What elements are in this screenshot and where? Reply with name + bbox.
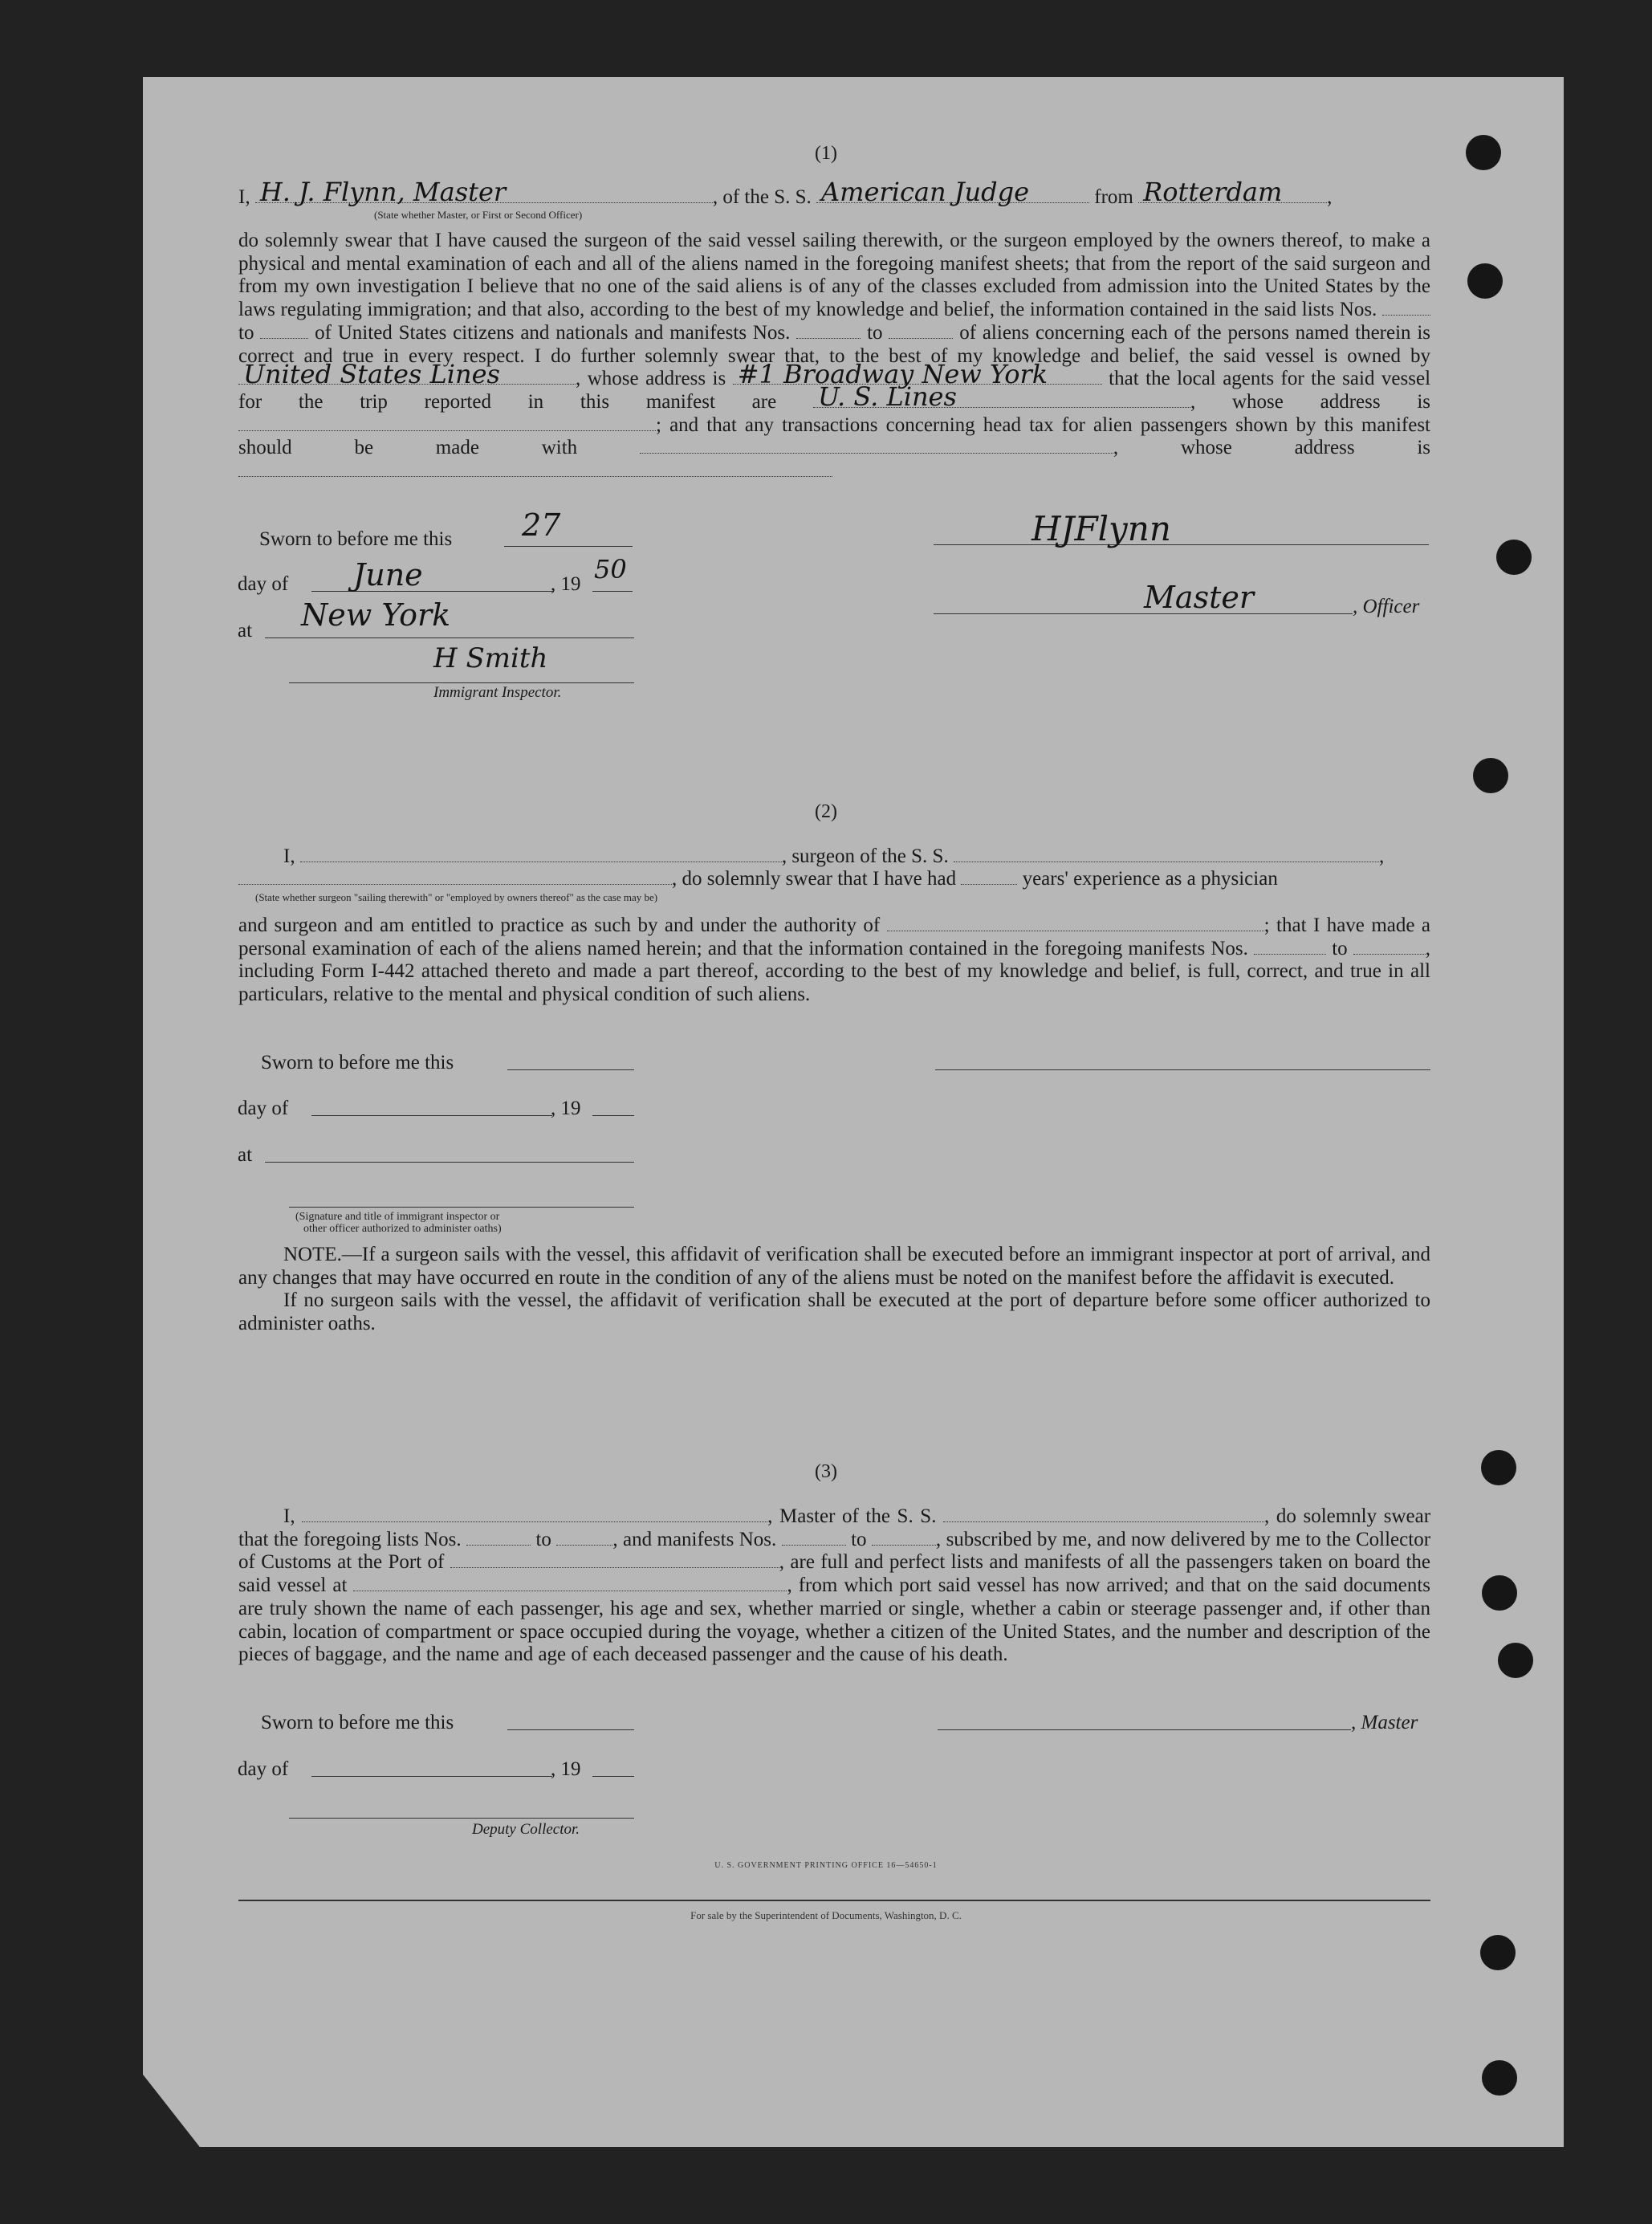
from-label: from — [1094, 186, 1133, 208]
owner-field — [238, 358, 576, 389]
section-2-number: (2) — [815, 801, 837, 822]
section-2-line-2 — [238, 868, 1430, 891]
collector-caption: Deputy Collector. — [472, 1821, 580, 1838]
surgeon-ship-field — [954, 847, 1379, 862]
boarding-port-field — [353, 1576, 787, 1591]
year-prefix-3: , 19 — [551, 1758, 581, 1780]
year-line-2 — [592, 1115, 634, 1116]
ship-field — [816, 177, 1089, 208]
head-tax-field — [640, 438, 1113, 454]
sworn-day-line-2 — [507, 1069, 634, 1070]
master-title-handwritten: Master — [1144, 580, 1254, 615]
section-1-oath: do solemnly swear that I have caused the surgeon of the said vessel sailing therewith, or the surgeon employed by the owners thereof, to make a physical and mental examination of each and all of the aliens named in the foregoing manifest sheets; that from the report of the said surgeon and from my own investigation I believe that no one of the said aliens is of any of the classes excluded from admission into the United States by the laws regulating immigration; and that also, according to the best of my knowledge and belief, the information contained in the said lists Nos. to of United States citizens and nationals and manifests Nos. to of aliens concerning each of the persons named therein is correct and true in every respect. I do further solemnly swear that, to the best of my knowledge and belief, the said vessel is owned by United States Lines , whose address is #1 Broadway New York that the local agents for the said vessel for the trip reported in this manifest are U. S. Lines , whose address is ; and that any transactions concerning head tax for alien passengers shown by this manifest should be made with , whose address is — [238, 230, 1430, 483]
to-label: to — [851, 1528, 867, 1550]
i-label: I, — [283, 1505, 295, 1527]
master-of-ss-label: , Master of the S. S. — [767, 1505, 937, 1527]
section-3-body — [238, 1505, 1430, 1667]
at-label-2: at — [238, 1144, 253, 1166]
to-label: to — [1332, 937, 1348, 959]
surgeon-of-ss-label: , surgeon of the S. S. — [781, 845, 949, 867]
owner-address-handwritten: #1 Broadway New York — [737, 358, 1048, 389]
lists-text: , do solemnly swear that the foregoing lists Nos. — [238, 1505, 1431, 1550]
head-tax-address-field — [238, 462, 832, 477]
manifest-to-field — [889, 324, 953, 339]
month-line-2 — [311, 1115, 552, 1116]
surgeon-signature-line — [935, 1069, 1430, 1070]
officer-label: , Officer — [1353, 596, 1420, 617]
sworn-label-2: Sworn to before me this — [261, 1052, 454, 1073]
month-line — [311, 591, 554, 592]
officer-handwritten: H. J. Flynn, Master — [259, 177, 507, 208]
sworn-day-line — [504, 546, 633, 547]
port-handwritten: Rotterdam — [1143, 177, 1283, 208]
lists-from-field — [1382, 300, 1430, 316]
note-label: NOTE. — [283, 1244, 342, 1265]
rank-caption: (State whether Master, or First or Second Officer) — [374, 209, 583, 221]
owner-handwritten: United States Lines — [243, 358, 500, 389]
section-1-body: I, H. J. Flynn, Master , of the S. S. American Judge from Rotterdam , — [238, 177, 1333, 208]
inspector-signature: H Smith — [433, 642, 548, 674]
master-signature-line-3 — [938, 1729, 1351, 1730]
manifest-from-field — [1254, 939, 1326, 955]
oath-text-2: of United States citizens and nationals and manifests Nos. — [315, 321, 791, 344]
port-text: , subscribed by me, and now delivered by me to the Collector of Customs at the Port of — [238, 1528, 1431, 1574]
sworn-label-1: Sworn to before me this — [259, 528, 453, 550]
sworn-label-3: Sworn to before me this — [261, 1712, 454, 1733]
note-block — [238, 1244, 1430, 1336]
inspector-line — [289, 682, 634, 683]
at-label-1: at — [238, 620, 253, 642]
collector-line — [289, 1818, 634, 1819]
oath-text-7: , whose address is — [1113, 437, 1430, 459]
place-line-2 — [265, 1162, 634, 1163]
day-of-label-2: day of — [238, 1098, 289, 1119]
binder-hole — [1498, 1643, 1533, 1678]
surgeon-name-field — [300, 847, 782, 862]
year-prefix-2: , 19 — [551, 1098, 581, 1119]
agents-field — [813, 381, 1190, 413]
oath-text-3: of aliens concerning each of the persons named therein is correct and true in every respect. I do further solemnly swear that, to the best of my knowledge and belief, the said vessel is owned by — [238, 321, 1431, 367]
master-ship-field — [943, 1507, 1264, 1522]
oath-text-1: do solemnly swear that I have caused the surgeon of the said vessel sailing therewith, or the surgeon employed by the owners thereof, to make a physical and mental examination of each and all of the aliens named in the foregoing manifest sheets; that from the report of the said surgeon and from my own investigation I believe that no one of the said aliens is of any of the classes excluded from admission into the United States by the laws regulating immigration; and that also, according to the best of my knowledge and belief, the information contained in the said lists Nos. — [238, 230, 1430, 321]
lists-to-field — [260, 324, 308, 339]
section-1-number: (1) — [815, 143, 837, 164]
to-label: to — [867, 321, 883, 344]
manifest-to-field — [872, 1530, 936, 1546]
month-line-3 — [311, 1776, 552, 1777]
inspector-caption: Immigrant Inspector. — [433, 684, 562, 701]
binder-hole — [1496, 540, 1532, 575]
of-ss-label: , of the S. S. — [712, 186, 812, 208]
binder-hole — [1473, 758, 1508, 793]
authority-text: and surgeon and am entitled to practice as such by and under the authority of — [238, 914, 881, 936]
sale-note: For sale by the Superintendent of Documents, Washington, D. C. — [690, 1909, 962, 1921]
binder-hole — [1482, 1575, 1517, 1611]
year-prefix-1: , 19 — [551, 573, 581, 595]
master-signature: HJFlynn — [1031, 509, 1171, 548]
whose-address-label: , whose address is — [576, 368, 726, 390]
sworn-day-handwritten: 27 — [522, 507, 561, 543]
manifest-from-field — [782, 1530, 846, 1546]
manifests-text: , and manifests Nos. — [612, 1528, 777, 1550]
manifest-to-field — [1353, 939, 1426, 955]
ship-handwritten: American Judge — [821, 177, 1030, 208]
condition-text: , including Form I-442 attached thereto and made a part thereof, according to the best of my knowledge and belief, is full, correct, and true in all particulars, relative to the mental and physical condition of such aliens. — [238, 937, 1431, 1006]
lists-from-field — [466, 1530, 531, 1546]
port-field — [1138, 177, 1327, 208]
examination-text: that I have made a personal examination of each of the aliens named herein; and that the information contained in the foregoing manifests Nos. — [238, 914, 1430, 959]
section-3-number: (3) — [815, 1461, 837, 1482]
master-signature-line — [934, 544, 1429, 545]
oath-text-5: whose address is — [1231, 390, 1431, 413]
to-label: to — [535, 1528, 551, 1550]
section-2-body: and surgeon and am entitled to practice as such by and under the authority of ; that I have made a personal examination of each of the aliens named herein; and that the information contained in the foregoing manifests Nos. to , including Form I-442 attached thereto and made a part thereof, according to the best of my knowledge and belief, is full, correct, and true in all particulars, relative to the mental and physical condition of such aliens. — [238, 914, 1431, 1006]
sworn-day-line-3 — [507, 1729, 634, 1730]
binder-hole — [1482, 2060, 1517, 2096]
agents-handwritten: U. S. Lines — [817, 381, 957, 413]
years-field — [961, 870, 1017, 885]
inspector-line-2 — [289, 1207, 634, 1208]
month-handwritten: June — [353, 557, 423, 593]
experience-text: , do solemnly swear that I have had — [672, 868, 957, 890]
year-line-3 — [592, 1776, 634, 1777]
section-2-line-1: I, , surgeon of the S. S. , — [238, 845, 1430, 869]
oath-text-4: that the local agents for the said vessel for the trip reported in this manifest are — [238, 368, 1431, 413]
master-name-field — [302, 1507, 767, 1522]
oath-text-6: ; and that any transactions concerning head tax for alien passengers shown by this manifest should be made with — [238, 413, 1430, 459]
passengers-text: , are full and perfect lists and manifests of all the passengers taken on board the said vessel at — [238, 1551, 1430, 1597]
agents-address-field — [238, 416, 656, 431]
authority-field — [887, 916, 1264, 931]
surgeon-caption: (State whether surgeon "sailing therewith" or "employed by owners thereof" as the case may be) — [255, 891, 658, 903]
sig-caption-1: (Signature and title of immigrant inspector or — [295, 1211, 500, 1223]
lists-to-field — [556, 1530, 612, 1546]
officer-field — [255, 177, 713, 208]
binder-hole — [1467, 263, 1503, 299]
master-title-line — [934, 613, 1353, 614]
sig-caption-2: other officer authorized to administer oaths) — [303, 1223, 502, 1235]
day-of-label-1: day of — [238, 573, 289, 595]
to-label: to — [238, 321, 254, 344]
surgeon-capacity-field — [238, 870, 672, 885]
i-label: I, — [283, 845, 295, 867]
note-text-1: —If a surgeon sails with the vessel, this affidavit of verification shall be executed before an immigrant inspector at port of arrival, and any changes that may have occurred en route in the condition of any of the aliens must be noted on the manifest before the affidavit is executed. — [238, 1244, 1430, 1289]
note-text-2: If no surgeon sails with the vessel, the affidavit of verification shall be executed at the port of departure before some officer authorized to administer oaths. — [238, 1289, 1430, 1335]
year-line — [592, 591, 633, 592]
printing-office-imprint: U. S. GOVERNMENT PRINTING OFFICE 16—54650-1 — [714, 1861, 938, 1870]
footer-rule — [238, 1900, 1430, 1901]
place-handwritten: New York — [301, 597, 451, 633]
arrival-text: , from which port said vessel has now arrived; and that on the said documents are truly shown the name of each passenger, his age and sex, whether married or single, whether a cabin or steerage passenger and, if other than cabin, location of compartment or space occupied during the voyage, whether a citizen of the United States, and the number and description of the pieces of baggage, and the name and age of each deceased passenger and the cause of his death. — [238, 1574, 1430, 1666]
binder-hole — [1480, 1935, 1516, 1970]
master-label: , Master — [1351, 1712, 1418, 1733]
year-handwritten: 50 — [594, 554, 627, 585]
manifest-from-field — [796, 324, 861, 339]
day-of-label-3: day of — [238, 1758, 289, 1780]
place-line — [265, 637, 634, 638]
experience-text-2: years' experience as a physician — [1022, 868, 1278, 890]
i-label: I, — [238, 186, 250, 208]
port-field — [450, 1553, 779, 1568]
